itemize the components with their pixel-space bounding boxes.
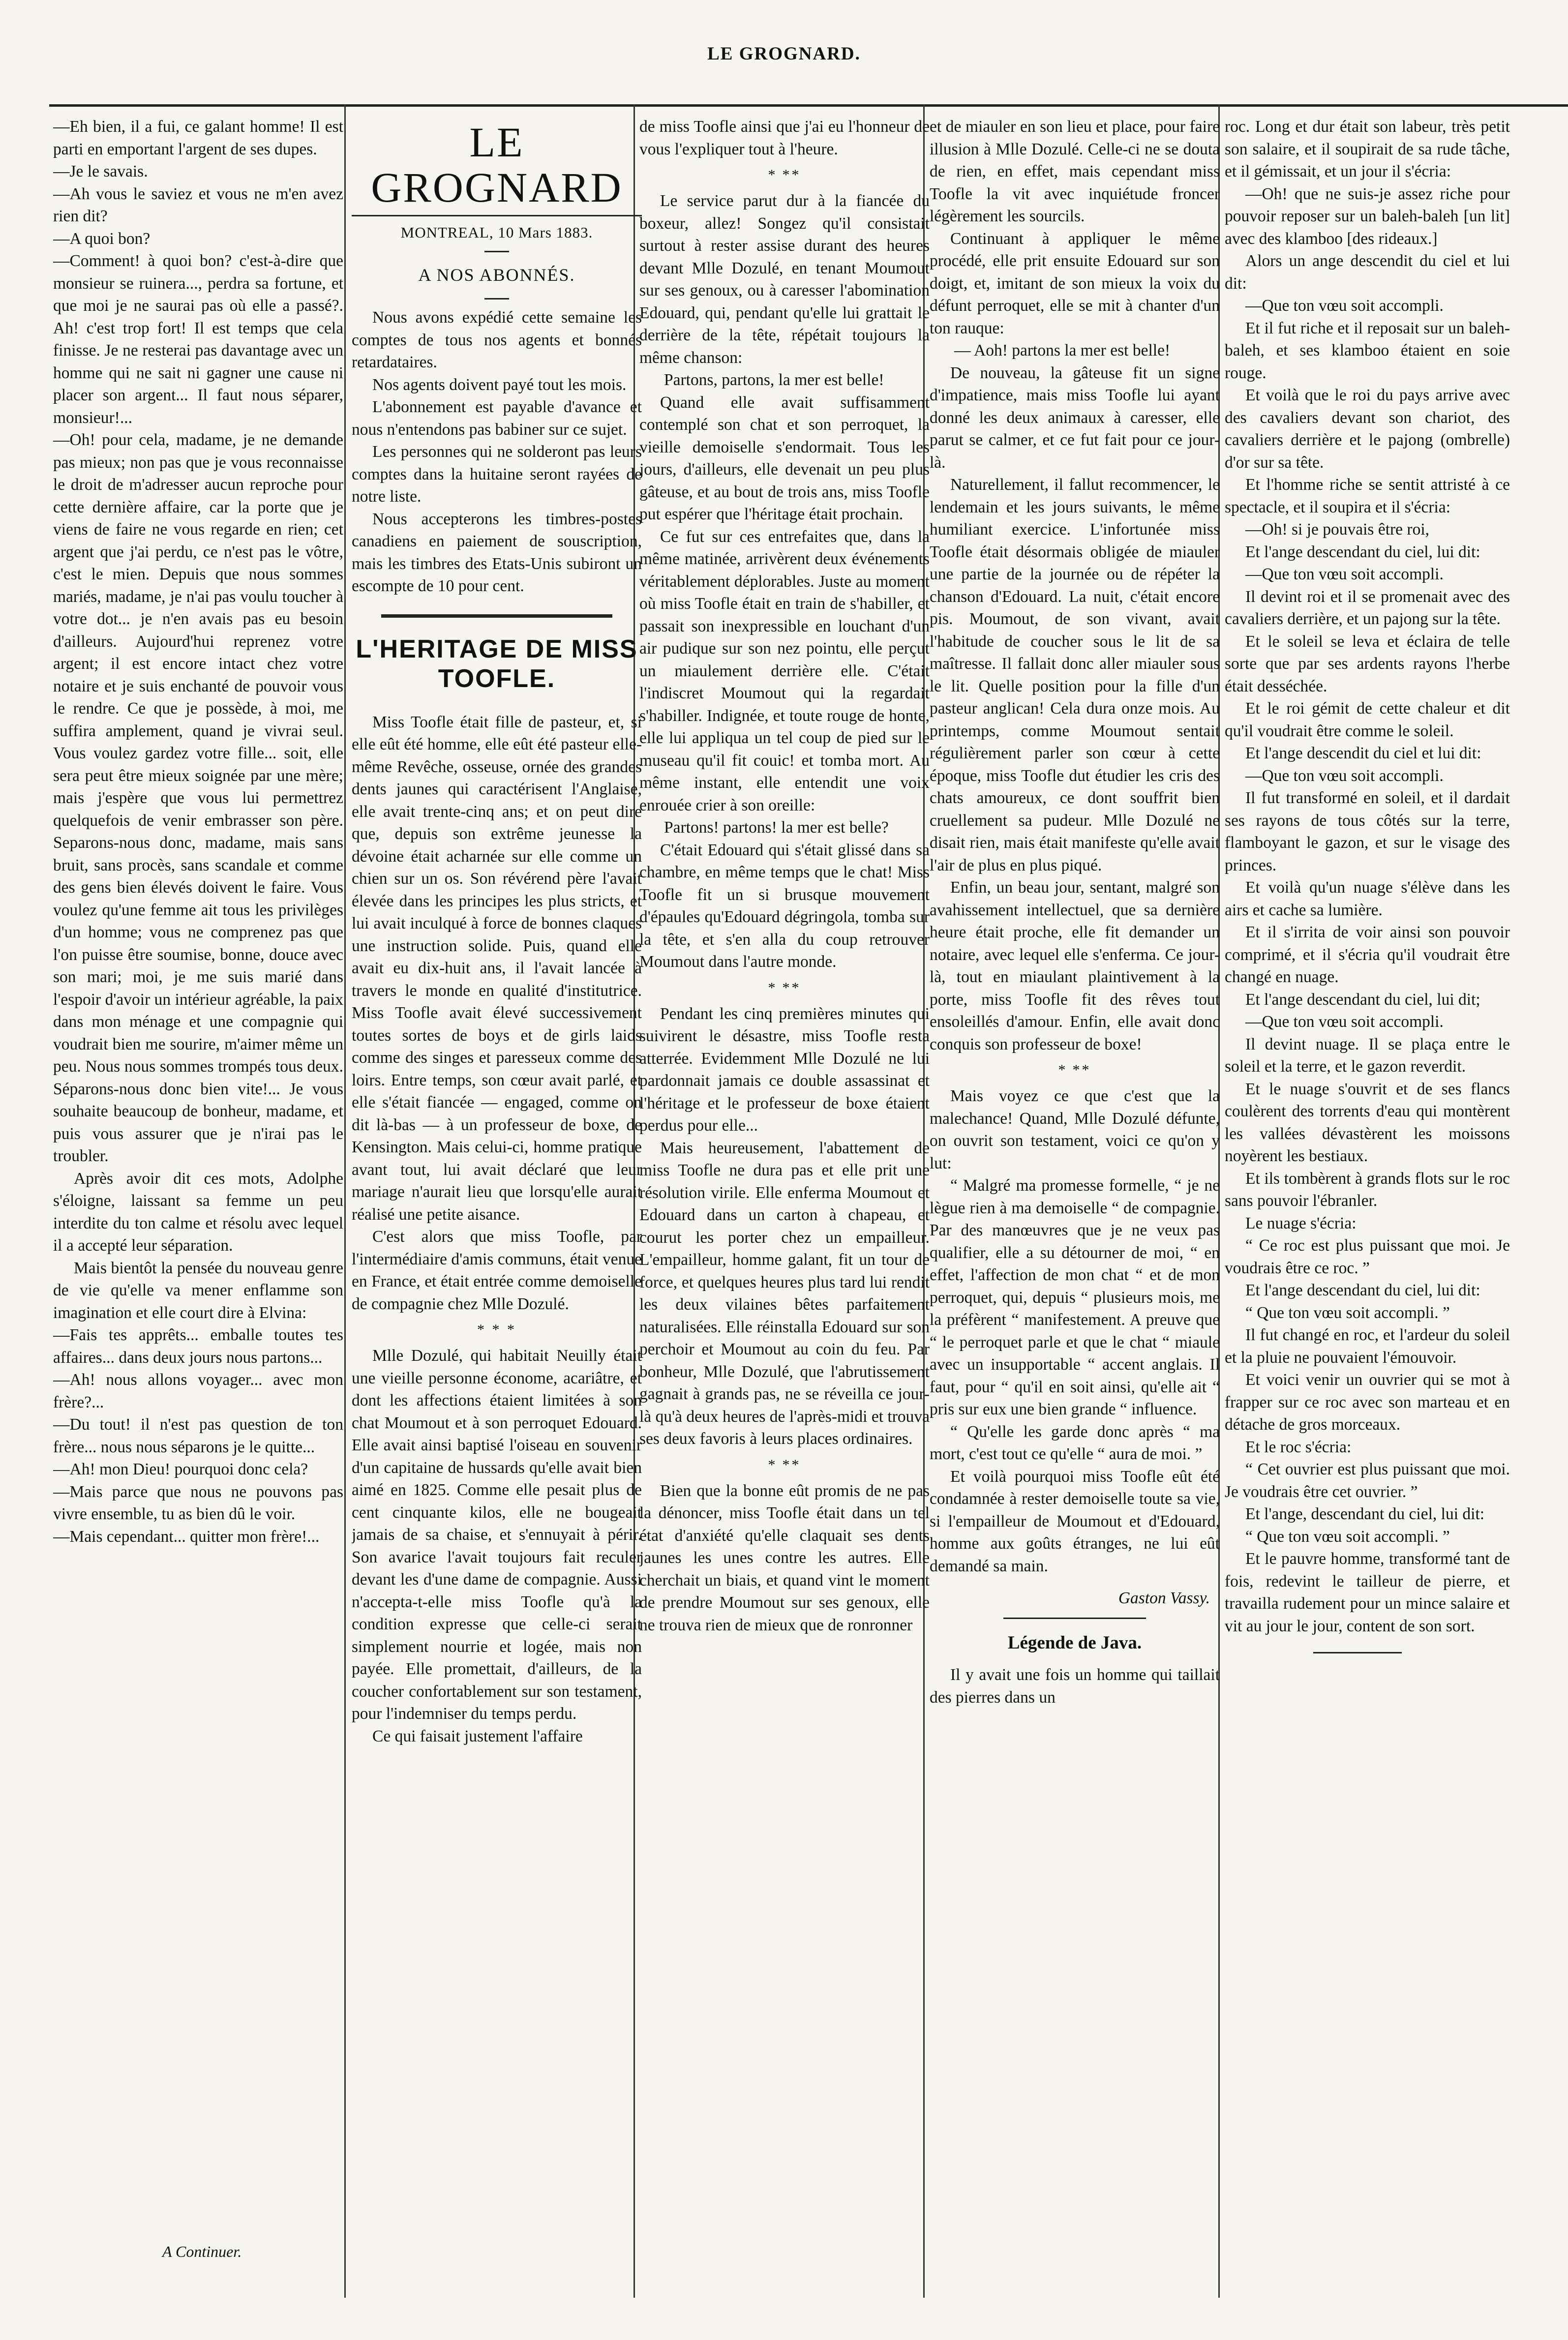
end-rule xyxy=(1313,1652,1402,1653)
column-rule xyxy=(344,104,346,2298)
story-title: L'HERITAGE DE MISS TOOFLE. xyxy=(356,634,638,693)
paragraph: Il fut transformé en soleil, et il dardait ses rayons de tous côtés sur la terre, flamboyant le gazon, et sur le visage des princes. xyxy=(1225,789,1510,874)
paragraph: Nos agents doivent payé tout les mois. xyxy=(372,375,627,394)
asterism: * * * xyxy=(477,1321,516,1338)
paragraph: —Eh bien, il a fui, ce galant homme! Il est parti en emportant l'argent de ses dupes. xyxy=(53,118,343,158)
paragraph: Ce fut sur ces entrefaites que, dans la même matinée, arrivèrent deux événements véritablement déplorables. Juste au moment où miss Toofle était en train de s'habiller, et passait son inexpressible en louchant d'un air pudique sur son nez pointu, elle perçut un miaulement derrière elle. C'était l'indiscret Moumout qui la regardait s'habiller. Indignée, et toute rouge de honte, elle lui appliqua un tel coup de pied sur le museau qu'il fit couic! et tomba mort. Au même instant, elle entendit une voix enrouée crier à son oreille: xyxy=(639,527,930,814)
verse: — Aoh! partons la mer est belle! xyxy=(954,341,1171,360)
divider xyxy=(484,298,509,300)
verse: Partons! partons! la mer est belle? xyxy=(664,818,889,837)
paragraph: Et l'ange, descendant du ciel, lui dit: xyxy=(1245,1505,1485,1523)
masthead: LE GROGNARD xyxy=(352,120,642,216)
paragraph: Et voici venir un ouvrier qui se mot à frapper sur ce roc avec son marteau et en détache de gros morceaux. xyxy=(1225,1371,1510,1434)
paragraph: Les personnes qui ne solderont pas leurs comptes dans la huitaine seront rayées de notre liste. xyxy=(352,443,642,506)
paragraph: Après avoir dit ces mots, Adolphe s'éloigne, laissant sa femme un peu interdite du ton calme et résolu avec lequel il a accepté leur séparation. xyxy=(53,1169,343,1255)
paragraph: Il devint roi et il se promenait avec des cavaliers derrière, et un pajong sur la tête. xyxy=(1225,587,1510,628)
paragraph: Et voilà pourquoi miss Toofle eût été condamnée à rester demoiselle toute sa vie, si l'empailleur de Moumout et d'Edouard, homme aux goûts étranges, ne lui eût demandé sa main. xyxy=(930,1467,1220,1575)
paragraph: Quand elle avait suffisamment contemplé son chat et son perroquet, la vieille demoiselle s'endormait. Tous les jours, d'ailleurs, elle devenait un peu plus gâteuse, et au bout de trois ans, miss Toofle put espérer que l'héritage était prochain. xyxy=(639,393,930,523)
paragraph: Continuant à appliquer le même procédé, elle prit ensuite Edouard sur son doigt, et, imitant de son mieux la voix du défunt perroquet, elle se mit à chanter d'un ton rauque: xyxy=(930,229,1220,337)
paragraph: Et le soleil se leva et éclaira de telle sorte que par ses ardents rayons l'herbe était desséchée. xyxy=(1225,632,1510,695)
paragraph: —Mais parce que nous ne pouvons pas vivre ensemble, tu as bien dû le voir. xyxy=(53,1482,343,1523)
running-head: LE GROGNARD. xyxy=(707,44,861,64)
paragraph: Pendant les cinq premières minutes qui suivirent le désastre, miss Toofle resta atterrée. Evidemment Mlle Dozulé ne lui pardonnait jamais ce double assassinat et l'héritage et le professeur de boxe étaient perdus pour elle... xyxy=(639,1004,930,1135)
column-1 xyxy=(53,116,343,2299)
paragraph: Il fut changé en roc, et l'ardeur du soleil et la pluie ne pouvaient l'émouvoir. xyxy=(1225,1326,1510,1367)
dateline: MONTREAL, 10 Mars 1883. xyxy=(400,224,593,241)
asterism: * ** xyxy=(768,1456,801,1473)
notice-heading: A NOS ABONNÉS. xyxy=(418,265,575,285)
paragraph: —Comment! à quoi bon? c'est-à-dire que monsieur se ruinera..., perdra sa fortune, et que moi je ne saurai pas où elle a passé?. Ah! c'est trop fort! Il est temps que cela finisse. Je ne resterai pas davantage avec un homme qui ne sait ni gagner une cause ni placer son argent... Il faut nous séparer, monsieur!... xyxy=(53,252,343,427)
asterism: * ** xyxy=(768,167,801,183)
paragraph: —Ah! nous allons voyager... avec mon frère?... xyxy=(53,1371,343,1411)
paragraph: Miss Toofle était fille de pasteur, et, si elle eût été homme, elle eût été pasteur elle-même Revêche, osseuse, ornée des grandes dents jaunes qui caractérisent l'Anglaise, elle avait trente-cinq ans; et on peut dire que, depuis son extrême jeunesse la dévoine était acharnée sur elle comme un chien sur un os. Son révérend père l'avait élevée dans les principes les plus stricts, et lui avait inculqué à force de bonnes claques une instruction solide. Puis, quand elle avait eu dix-huit ans, il l'avait lancée à travers le monde en qualité d'institutrice. Miss Toofle avait élevé successivement toutes sortes de boys et de girls laids comme des singes et paresseux comme des loirs. Entre temps, son cœur avait parlé, et elle s'était fiancée — engaged, comme on dit là-bas — à un professeur de boxe, de Kensington. Mais celui-ci, homme pratique avant tout, lui avait déclaré que leur mariage n'aurait lieu que lorsqu'elle aurait réalisé une petite aisance. xyxy=(352,713,642,1224)
paragraph: et de miauler en son lieu et place, pour faire illusion à Mlle Dozulé. Celle-ci ne se douta de rien, en effet, mais cependant miss Toofle la vit avec inquiétude froncer légèrement les sourcils. xyxy=(930,118,1220,225)
paragraph: Et l'ange descendant du ciel, lui dit: xyxy=(1245,1281,1480,1299)
paragraph: “ Cet ouvrier est plus puissant que moi. Je voudrais être cet ouvrier. ” xyxy=(1225,1460,1510,1501)
paragraph: Et l'ange descendit du ciel et lui dit: xyxy=(1245,744,1481,762)
author-signature: Gaston Vassy. xyxy=(1118,1589,1210,1607)
asterism: * ** xyxy=(768,979,801,996)
paragraph: roc. Long et dur était son labeur, très petit son salaire, et il soupirait de sa rude tâche, et il gémissait, et un jour il s'écria: xyxy=(1225,118,1510,180)
paragraph: —Que ton vœu soit accompli. xyxy=(1245,565,1444,583)
paragraph: Et le roc s'écria: xyxy=(1245,1438,1352,1456)
paragraph: Nous accepterons les timbres-postes canadiens en paiement de souscription, mais les timbres des Etats-Unis subiront un escompte de 10 pour cent. xyxy=(352,510,642,595)
paragraph: Mlle Dozulé, qui habitait Neuilly était une vieille personne économe, acariâtre, et dont les affections étaient limitées à son chat Moumout et à son perroquet Edouard. Elle avait ainsi baptisé l'oiseau en souvenir d'un capitaine de hussards qu'elle avait bien aimé en 1825. Comme elle pesait plus de cent cinquante kilos, elle ne bougeait jamais de sa chaise, et s'ennuyait à périr. Son avarice l'avait toujours fait reculer devant les d'une dame de compagnie. Aussi n'accepta-t-elle miss Toofle qu'à la condition expresse que celle-ci serait simplement nourrie et logée, mais non payée. Elle promettait, d'ailleurs, de la coucher confortablement sur son testament, pour l'indemniser du temps perdu. xyxy=(352,1347,642,1723)
paragraph: Et il fut riche et il reposait sur un baleh-baleh, et ses klamboo étaient en soie rouge. xyxy=(1225,319,1510,382)
paragraph: Mais voyez ce que c'est que la malechance! Quand, Mlle Dozulé défunte, on ouvrit son testament, voici ce qu'on y lut: xyxy=(930,1087,1220,1172)
column-2 xyxy=(352,116,642,2299)
paragraph: —Ah! mon Dieu! pourquoi donc cela? xyxy=(53,1460,308,1478)
paragraph: —Que ton vœu soit accompli. xyxy=(1245,297,1444,315)
testament-quote: “ Malgré ma promesse formelle, “ je ne lègue rien à ma demoiselle “ de compagnie. Par des manœuvres que je ne veux pas qualifier, elle a su détourner de moi, “ en effet, l'affection de mon chat “ et de mon perroquet, qui, depuis “ plusieurs mois, me la préfèrent “ manifestement. A preuve que “ le perroquet parle et que le chat “ miaule avec un insupportable “ accent anglais. Il faut, pour “ qu'il en soit ainsi, qu'elle ait “ pris sur eux une bien grande “ influence. xyxy=(930,1176,1220,1418)
divider xyxy=(484,251,509,252)
paragraph: —Fais tes apprêts... emballe toutes tes affaires... dans deux jours nous partons... xyxy=(53,1326,343,1367)
paragraph: Naturellement, il fallut recommencer, le lendemain et les jours suivants, le même humiliant exercice. L'infortunée miss Toofle était désormais obligée de miauler une partie de la journée ou de répéter la chanson d'Edouard. La nuit, c'était encore pis. Moumout, de son vivant, avait l'habitude de coucher sous le lit de sa maîtresse. Il fallait donc aller miauler sous le lit. Quelle position pour la fille d'un pasteur anglican! Cela dura onze mois. Au printemps, comme Moumout sentait régulièrement parler son cœur à cette époque, miss Toofle dut étudier les cris des chats amoureux, ce dont souffrit bien cruellement sa pudeur. Mlle Dozulé ne disait rien, mais était manifeste qu'elle avait l'air de plus en plus piqué. xyxy=(930,476,1220,874)
paragraph: Le nuage s'écria: xyxy=(1245,1214,1357,1232)
paragraph: —Ah vous le saviez et vous ne m'en avez rien dit? xyxy=(53,184,343,225)
paragraph: L'abonnement est payable d'avance et nous n'entendons pas babiner sur ce sujet. xyxy=(352,398,642,439)
paragraph: Bien que la bonne eût promis de ne pas la dénoncer, miss Toofle était dans un tel état d'anxiété qu'elle claquait ses dents jaunes les unes contre les autres. Elle cherchait un biais, et quand vint le moment de prendre Moumout sur ses genoux, elle ne trouva rien de mieux que de ronronner xyxy=(639,1481,930,1634)
paragraph: C'était Edouard qui s'était glissé dans sa chambre, en même temps que le chat! Miss Toofle fit un si brusque mouvement d'épaules qu'Edouard dégringola, tomba sur la tête, et s'en alla du coup retrouver Moumout dans l'autre monde. xyxy=(639,840,930,971)
paragraph: —A quoi bon? xyxy=(53,229,151,248)
top-rule xyxy=(49,104,1568,107)
paragraph: C'est alors que miss Toofle, par l'intermédiaire d'amis communs, était venue en France, et était entrée comme demoiselle de compagnie chez Mlle Dozulé. xyxy=(352,1228,642,1313)
paragraph: Et le pauvre homme, transformé tant de fois, redevint le tailleur de pierre, et travailla rudement pour un mince salaire et vit au jour le jour, content de son sort. xyxy=(1225,1550,1510,1635)
paragraph: —Que ton vœu soit accompli. xyxy=(1245,1013,1444,1031)
paragraph: Et le nuage s'ouvrit et de ses flancs coulèrent des torrents d'eau qui montèrent les vallées dévastèrent les moissons noyèrent les bestiaux. xyxy=(1225,1080,1510,1165)
paragraph: Nous avons expédié cette semaine les comptes de tous nos agents et bonnés retardataires. xyxy=(352,308,642,371)
paragraph: De nouveau, la gâteuse fit un signe d'impatience, mais miss Toofle lui ayant donné les deux animaux à caresser, elle parut se calmer, et ce fut fait pour ce jour-là. xyxy=(930,363,1220,472)
paragraph: Ce qui faisait justement l'affaire xyxy=(372,1727,583,1745)
paragraph: Mais bientôt la pensée du nouveau genre de vie qu'elle va mener enflamme son imagination et elle court dire à Elvina: xyxy=(53,1259,343,1322)
asterism: * ** xyxy=(1058,1062,1091,1078)
paragraph: Mais heureusement, l'abattement de miss Toofle ne dura pas et elle prit une résolution virile. Elle enferma Moumout et Edouard dans un carton à chapeau, et courut les porter chez un empailleur. L'empailleur, homme galant, fit un tour de force, et quelques heures plus tard lui rendit les deux vilaines bêtes parfaitement naturalisées. Elle réinstalla Edouard sur son perchoir et Moumout au coin du feu. Par bonheur, Mlle Dozulé, que l'abrutissement gagnait à grands pas, ne se réveilla ce jour-là qu'à deux heures de l'après-midi et trouva ses deux favoris à leurs places ordinaires. xyxy=(639,1139,930,1448)
paragraph: —Je le savais. xyxy=(53,162,148,180)
column-5 xyxy=(1225,116,1510,2299)
paragraph: —Oh! pour cela, madame, je ne demande pas mieux; non pas que je vous reconnaisse le droit de m'adresser aucun reproche pour cette dernière affaire, car la porte que je viens de faire ne vous regarde en rien; cet argent que j'ai perdu, ce n'est pas le vôtre, c'est le mien. Depuis que nous sommes mariés, madame, je n'ai pas voulu toucher à votre dot... je n'en avais pas eu besoin d'ailleurs. Aujourd'hui reprenez votre argent; il est encore intact chez votre notaire et je suis enchanté de pouvoir vous le rendre. Ce que je possède, à moi, me suffira amplement, quand je vivrai seul. Vous voulez gardez votre fille... soit, elle sera peut être mieux soignée par une mère; mais j'espère que vous lui permettrez quelquefois de venir embrasser son père. Separons-nous donc, madame, mais sans bruit, sans procès, sans scandale et comme des gens bien élevés doivent le faire. Vous voulez qu'une femme ait tous les privilèges d'un homme; vous ne comprenez pas que l'on puisse être soumise, bonne, douce avec son mari; moi, je me suis marié dans l'espoir d'avoir un intérieur agréable, la paix dans mon ménage et une compagnie qui voudrait bien me sourire, m'aimer même un peu. Nous nous sommes trompés tous deux. Séparons-nous donc bien vite!... Je vous souhaite beaucoup de bonheur, madame, et puis vous assurer que je n'irai pas le troubler. xyxy=(53,431,343,1165)
paragraph: “ Que ton vœu soit accompli. ” xyxy=(1245,1303,1450,1322)
column-4 xyxy=(930,116,1220,2299)
paragraph: “ Ce roc est plus puissant que moi. Je voudrais être ce roc. ” xyxy=(1225,1236,1510,1277)
divider xyxy=(1003,1618,1146,1619)
paragraph: —Mais cependant... quitter mon frère!... xyxy=(53,1527,320,1546)
paragraph: de miss Toofle ainsi que j'ai eu l'honneur de vous l'expliquer tout à l'heure. xyxy=(639,118,930,158)
paragraph: Il y avait une fois un homme qui taillait des pierres dans un xyxy=(930,1666,1220,1707)
continued-note: A Continuer. xyxy=(162,2243,242,2260)
paragraph: Et le roi gémit de cette chaleur et dit qu'il voudrait être comme le soleil. xyxy=(1225,699,1510,740)
paragraph: Et l'homme riche se sentit attristé à ce spectacle, et il soupira et il s'écria: xyxy=(1225,476,1510,516)
paragraph: Alors un ange descendit du ciel et lui dit: xyxy=(1225,252,1510,293)
legend-title: Légende de Java. xyxy=(1007,1632,1142,1653)
paragraph: Et voilà qu'un nuage s'élève dans les airs et cache sa lumière. xyxy=(1225,878,1510,919)
paragraph: —Du tout! il n'est pas question de ton frère... nous nous séparons je le quitte... xyxy=(53,1415,343,1456)
paragraph: —Oh! si je pouvais être roi, xyxy=(1245,520,1429,539)
paragraph: Et il s'irrita de voir ainsi son pouvoir comprimé, et il s'écria qu'il voudrait être changé en nuage. xyxy=(1225,923,1510,986)
paragraph: Et l'ange descendant du ciel, lui dit; xyxy=(1245,990,1480,1009)
paragraph: Et ils tombèrent à grands flots sur le roc sans pouvoir l'ébranler. xyxy=(1225,1169,1510,1210)
verse: Partons, partons, la mer est belle! xyxy=(664,371,884,389)
paragraph: Enfin, un beau jour, sentant, malgré son avahissement intellectuel, que sa dernière heure était proche, elle fit demander un notaire, avec lequel elle s'enferma. Ce jour-là, tout en miaulant plaintivement à la porte, miss Toofle fit des rêves tout ensoleillés d'amour. Enfin, elle avait donc conquis son professeur de boxe! xyxy=(930,878,1220,1053)
testament-quote: “ Qu'elle les garde donc après “ ma mort, c'est tout ce qu'elle “ aura de moi. ” xyxy=(930,1422,1220,1463)
column-3 xyxy=(639,116,930,2299)
paragraph: Et voilà que le roi du pays arrive avec des cavaliers devant son chariot, des cavaliers derrière et le pajong (ombrelle) d'or sur sa tête. xyxy=(1225,386,1510,472)
paragraph: —Que ton vœu soit accompli. xyxy=(1245,766,1444,785)
paragraph: Il devint nuage. Il se plaça entre le soleil et la terre, et le gazon reverdit. xyxy=(1225,1035,1510,1076)
section-rule xyxy=(381,614,612,618)
paragraph: —Oh! que ne suis-je assez riche pour pouvoir reposer sur un baleh-baleh [un lit] avec des klamboo [des rideaux.] xyxy=(1225,184,1510,248)
paragraph: “ Que ton vœu soit accompli. ” xyxy=(1245,1527,1450,1546)
paragraph: Et l'ange descendant du ciel, lui dit: xyxy=(1245,542,1480,561)
paragraph: Le service parut dur à la fiancée du boxeur, allez! Songez qu'il consistait surtout à rester assise durant des heures devant Mlle Dozulé, en tenant Moumout sur ses genoux, ou à caresser l'abomination Edouard, qui, pendant qu'elle lui grattait le derrière de la tête, répétait toujours la même chanson: xyxy=(639,192,930,367)
